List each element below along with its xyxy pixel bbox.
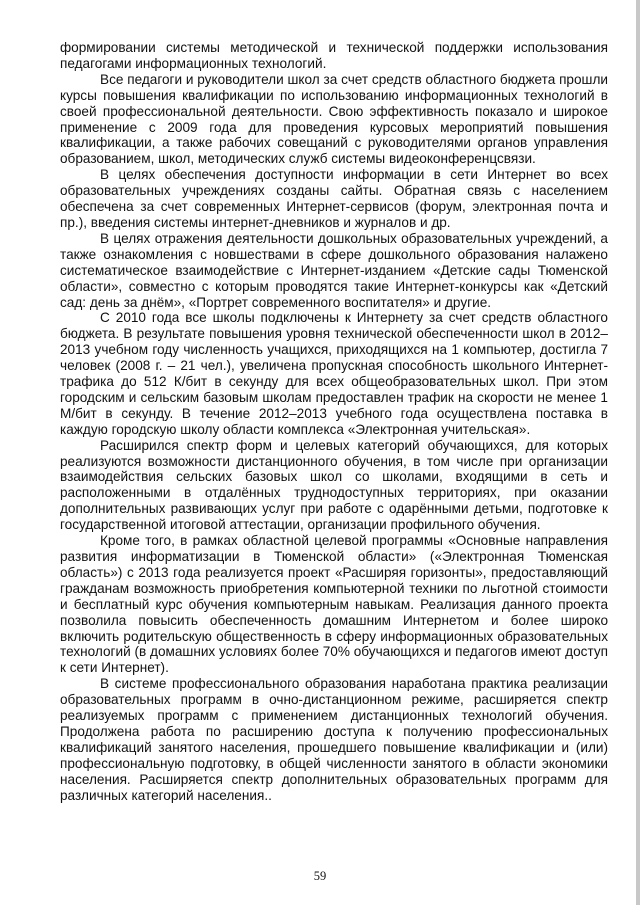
page-number: 59	[313, 869, 327, 883]
document-page	[60, 40, 608, 804]
paragraph-professional-education: В системе профессионального образования наработана практика реализации образовательных программ в очно-дистанционном режиме, расширяется спектр реализуемых программ с применением дистанционных технологий обучения. Продолжена работа по расширению доступа к получению профессиональных квалификаций занятого населения, прошедшего повышение квалификации и (или) профессиональную подготовку, в общей численности занятого в области экономики населения. Расширяется спектр дополнительных образовательных программ для различных категорий населения..	[60, 676, 608, 803]
paragraph-distance-learning: Расширился спектр форм и целевых категорий обучающихся, для которых реализуются возможности дистанционного обучения, в том числе при организации взаимодействия сельских базовых школ со школами, входящими в сеть и расположенными в отдалённых труднодоступных территориях, при оказании дополнительных развивающих услуг при работе с одарёнными детьми, подготовке к государственной итоговой аттестации, организации профильного обучения.	[60, 437, 608, 533]
paragraph-teacher-training: Все педагоги и руководители школ за счет средств областного бюджета прошли курсы повышения квалификации по использованию информационных технологий в своей профессиональной деятельности. Свою эффективность показало и широкое применение с 2009 года для проведения курсовых мероприятий повышения квалификации, а также рабочих совещаний с руководителями органов управления образованием, школ, методических служб системы видеоконференцсвязи.	[60, 71, 608, 167]
paragraph-expanding-horizons: Кроме того, в рамках областной целевой программы «Основные направления развития информатизации в Тюменской области» («Электронная Тюменская область») с 2013 года реализуется проект «Расширяя горизонты», предоставляющий гражданам возможность приобретения компьютерной техники по льготной стоимости и бесплатный курс обучения компьютерным навыкам. Реализация данного проекта позволила повысить обеспеченность домашним Интернетом и более широко включить родительскую общественность в сферу информационных образовательных технологий (в домашних условиях более 70% обучающихся и педагогов имеют доступ к сети Интернет).	[60, 533, 608, 676]
scan-edge	[636, 0, 640, 905]
paragraph-preschool-interaction: В целях отражения деятельности дошкольных образовательных учреждений, а также ознакомления с новшествами в сфере дошкольного образования налажено систематическое взаимодействие с Интернет-изданием «Детские сады Тюменской области», совместно с которым проводятся такие Интернет-конкурсы как «Детский сад: день за днём», «Портрет современного воспитателя» и другие.	[60, 230, 608, 310]
paragraph-internet-connection: С 2010 года все школы подключены к Интернету за счет средств областного бюджета. В результате повышения уровня технической обеспеченности школ в 2012–2013 учебном году численность учащихся, приходящихся на 1 компьютер, достигла 7 человек (2008 г. – 21 чел.), увеличена пропускная способность школьного Интернет-трафика до 512 К/бит в секунду для всех общеобразовательных школ. При этом городским и сельским базовым школам предоставлен трафик на скорости не менее 1 М/бит в секунду. В течение 2012–2013 учебного года осуществлена поставка в каждую городскую школу области комплекса «Электронная учительская».	[60, 310, 608, 437]
paragraph-school-websites: В целях обеспечения доступности информации в сети Интернет во всех образовательных учреждениях созданы сайты. Обратная связь с населением обеспечена за счет современных Интернет-сервисов (форум, электронная почта и пр.), введения системы интернет-дневников и журналов и др.	[60, 167, 608, 230]
paragraph-continued: формировании системы методической и технической поддержки использования педагогами информационных технологий.	[60, 40, 608, 71]
